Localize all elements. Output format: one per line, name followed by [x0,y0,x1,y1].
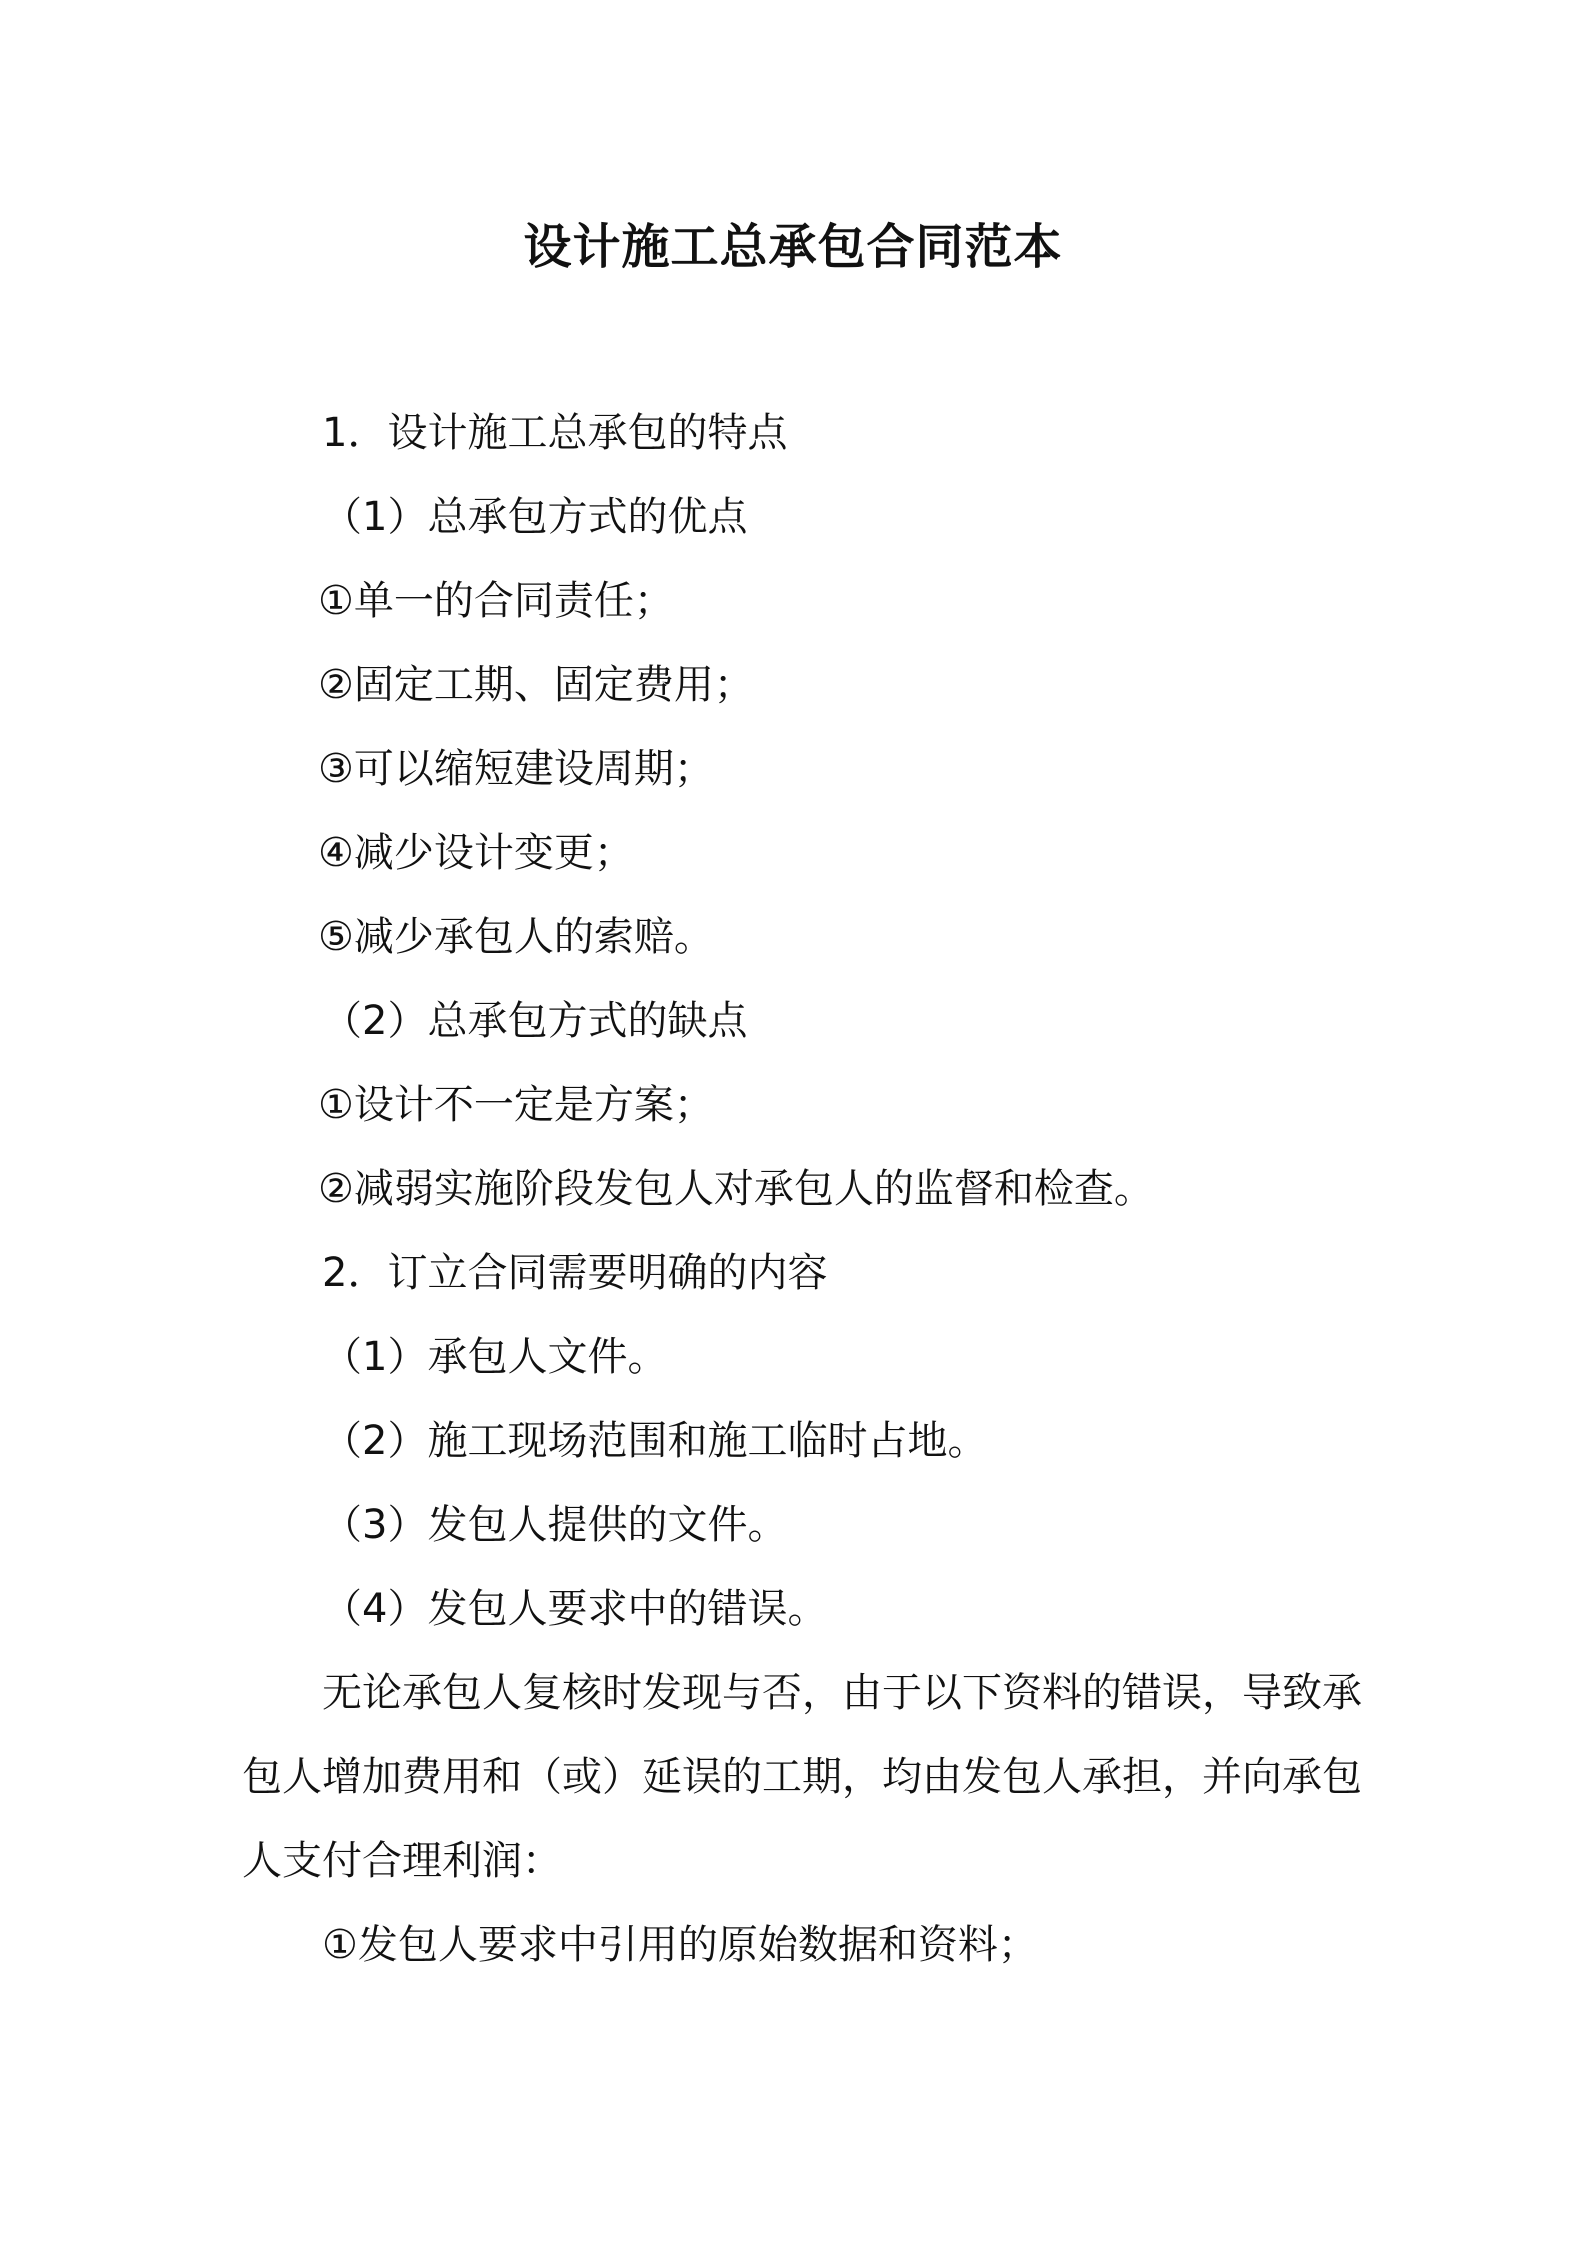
list-item: （2）施工现场范围和施工临时占地。 [322,1418,988,1464]
list-item: ②固定工期、固定费用； [318,662,754,708]
list-item: ③可以缩短建设周期； [318,746,714,792]
list-item: ②减弱实施阶段发包人对承包人的监督和检查。 [318,1166,1154,1212]
document-title: 设计施工总承包合同范本 [523,219,1063,275]
paragraph-line: 无论承包人复核时发现与否，由于以下资料的错误，导致承 [322,1670,1362,1716]
list-item: ①单一的合同责任； [318,578,674,624]
subsection-heading: （2）总承包方式的缺点 [322,998,748,1044]
list-item: ①设计不一定是方案； [318,1082,714,1128]
subsection-heading: （1）总承包方式的优点 [322,494,748,540]
list-item: ①发包人要求中引用的原始数据和资料； [322,1922,1038,1968]
list-item: （3）发包人提供的文件。 [322,1502,788,1548]
section-heading-1: 1．设计施工总承包的特点 [322,410,788,456]
list-item: ⑤减少承包人的索赔。 [318,914,714,960]
list-item: ④减少设计变更； [318,830,634,876]
paragraph-line: 包人增加费用和（或）延误的工期，均由发包人承担，并向承包 [242,1754,1362,1800]
list-item: （4）发包人要求中的错误。 [322,1586,828,1632]
section-heading-2: 2．订立合同需要明确的内容 [322,1250,828,1296]
paragraph-line: 人支付合理利润： [242,1838,562,1884]
list-item: （1）承包人文件。 [322,1334,668,1380]
